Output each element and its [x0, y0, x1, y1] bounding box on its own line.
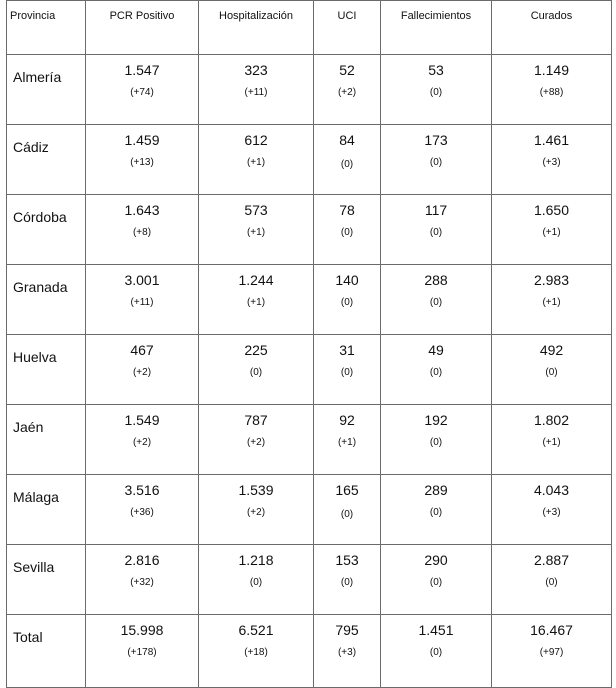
- hospitalizacion-change: (+1): [246, 227, 266, 238]
- uci-cell: [314, 405, 381, 475]
- curados-value: 492: [539, 342, 564, 358]
- provincia-cell: Sevilla: [7, 545, 86, 615]
- pcr-positivo-cell: [86, 195, 199, 265]
- hospitalizacion-value: 225: [244, 342, 268, 358]
- fallecimientos-change: (0): [429, 437, 443, 448]
- header-pcr-positivo: PCR Positivo: [86, 1, 199, 55]
- uci-change: (+2): [337, 87, 357, 98]
- table-row: [7, 545, 612, 615]
- curados-cell: [492, 125, 612, 195]
- hospitalizacion-cell: [199, 405, 314, 475]
- table-row: [7, 55, 612, 125]
- curados-value: 1.650: [533, 202, 570, 218]
- pcr-positivo-value: 3.516: [124, 482, 160, 498]
- hospitalizacion-value: 787: [244, 412, 268, 428]
- uci-cell: [314, 475, 381, 545]
- hospitalizacion-value: 323: [244, 62, 268, 78]
- curados-change: (+1): [542, 227, 561, 238]
- curados-change: (+97): [539, 647, 564, 658]
- pcr-positivo-change: (+32): [130, 577, 154, 588]
- hospitalizacion-change: (+2): [246, 437, 266, 448]
- uci-change: (+1): [337, 437, 357, 448]
- pcr-positivo-cell: [86, 265, 199, 335]
- fallecimientos-cell: [381, 265, 492, 335]
- provincia-cell: Cádiz: [7, 125, 86, 195]
- uci-value: 52: [339, 62, 355, 78]
- curados-value: 1.461: [533, 132, 570, 148]
- table-row: [7, 335, 612, 405]
- hospitalizacion-value: 573: [244, 202, 268, 218]
- covid-data-table: [6, 0, 612, 688]
- table-row: [7, 125, 612, 195]
- header-hospitalizacion: Hospitalización: [199, 1, 314, 55]
- fallecimientos-change: (0): [429, 367, 443, 378]
- curados-cell: [492, 615, 612, 688]
- fallecimientos-change: (0): [429, 577, 443, 588]
- uci-change: (0): [340, 367, 354, 378]
- pcr-positivo-value: 1.547: [124, 62, 160, 78]
- hospitalizacion-value: 1.244: [238, 272, 274, 288]
- pcr-positivo-change: (+8): [132, 227, 152, 238]
- hospitalizacion-value: 612: [244, 132, 268, 148]
- hospitalizacion-cell: [199, 55, 314, 125]
- hospitalizacion-cell: [199, 545, 314, 615]
- fallecimientos-cell: [381, 475, 492, 545]
- curados-cell: [492, 335, 612, 405]
- uci-change: (0): [340, 297, 354, 308]
- curados-cell: [492, 405, 612, 475]
- pcr-positivo-value: 467: [130, 342, 154, 358]
- fallecimientos-value: 288: [424, 272, 448, 288]
- header-fallecimientos: Fallecimientos: [381, 1, 492, 55]
- pcr-positivo-change: (+13): [130, 157, 154, 168]
- provincia-cell: Jaén: [7, 405, 86, 475]
- curados-value: 1.802: [533, 412, 570, 428]
- curados-cell: [492, 55, 612, 125]
- curados-change: (+88): [539, 87, 564, 98]
- pcr-positivo-change: (+74): [130, 87, 154, 98]
- hospitalizacion-cell: [199, 265, 314, 335]
- pcr-positivo-cell: [86, 475, 199, 545]
- hospitalizacion-change: (0): [249, 577, 263, 588]
- fallecimientos-cell: [381, 545, 492, 615]
- pcr-positivo-cell: [86, 55, 199, 125]
- curados-change: (+3): [542, 507, 561, 518]
- pcr-positivo-value: 1.643: [124, 202, 160, 218]
- provincia-cell: Granada: [7, 265, 86, 335]
- fallecimientos-cell: [381, 125, 492, 195]
- fallecimientos-cell: [381, 55, 492, 125]
- pcr-positivo-value: 3.001: [124, 272, 160, 288]
- uci-value: 153: [335, 552, 359, 568]
- provincia-cell: Huelva: [7, 335, 86, 405]
- curados-change: (0): [545, 577, 558, 588]
- uci-cell: [314, 335, 381, 405]
- curados-cell: [492, 195, 612, 265]
- curados-value: 16.467: [530, 622, 573, 638]
- curados-value: 2.983: [533, 272, 570, 288]
- uci-value: 165: [335, 482, 359, 498]
- table-row: [7, 405, 612, 475]
- curados-cell: [492, 545, 612, 615]
- fallecimientos-change: (0): [429, 507, 443, 518]
- hospitalizacion-change: (+1): [246, 297, 266, 308]
- provincia-cell: Almería: [7, 55, 86, 125]
- header-curados: Curados: [492, 1, 612, 55]
- hospitalizacion-change: (+18): [244, 647, 268, 658]
- fallecimientos-value: 289: [424, 482, 448, 498]
- table-row: [7, 475, 612, 545]
- uci-cell: [314, 615, 381, 688]
- pcr-positivo-value: 1.459: [124, 132, 160, 148]
- curados-value: 2.887: [533, 552, 570, 568]
- pcr-positivo-value: 1.549: [124, 412, 160, 428]
- header-row: [7, 1, 612, 55]
- uci-change: (0): [340, 577, 354, 588]
- uci-value: 140: [335, 272, 359, 288]
- uci-cell: [314, 545, 381, 615]
- pcr-positivo-cell: [86, 125, 199, 195]
- fallecimientos-change: (0): [429, 87, 443, 98]
- hospitalizacion-value: 6.521: [238, 622, 274, 638]
- pcr-positivo-value: 15.998: [120, 622, 164, 638]
- provincia-cell: Córdoba: [7, 195, 86, 265]
- hospitalizacion-change: (+2): [246, 507, 266, 518]
- uci-change: (0): [340, 159, 354, 170]
- hospitalizacion-change: (+1): [246, 157, 266, 168]
- provincia-cell: Málaga: [7, 475, 86, 545]
- header-uci: UCI: [314, 1, 381, 55]
- uci-value: 92: [339, 412, 355, 428]
- table-row: [7, 265, 612, 335]
- uci-value: 84: [339, 132, 355, 148]
- pcr-positivo-change: (+178): [127, 647, 157, 658]
- provincia-cell: Total: [7, 615, 86, 688]
- pcr-positivo-change: (+2): [132, 437, 152, 448]
- fallecimientos-value: 192: [424, 412, 448, 428]
- hospitalizacion-cell: [199, 335, 314, 405]
- fallecimientos-value: 290: [424, 552, 448, 568]
- hospitalizacion-cell: [199, 475, 314, 545]
- curados-change: (+3): [542, 157, 561, 168]
- pcr-positivo-cell: [86, 335, 199, 405]
- fallecimientos-cell: [381, 405, 492, 475]
- fallecimientos-cell: [381, 335, 492, 405]
- pcr-positivo-change: (+36): [130, 507, 154, 518]
- fallecimientos-change: (0): [429, 297, 443, 308]
- header-provincia: Provincia: [7, 1, 86, 55]
- fallecimientos-value: 117: [424, 202, 448, 218]
- fallecimientos-change: (0): [429, 227, 443, 238]
- uci-value: 78: [339, 202, 355, 218]
- pcr-positivo-change: (+2): [132, 367, 152, 378]
- pcr-positivo-change: (+11): [130, 297, 154, 308]
- curados-change: (0): [545, 367, 558, 378]
- pcr-positivo-cell: [86, 405, 199, 475]
- curados-cell: [492, 475, 612, 545]
- curados-value: 4.043: [533, 482, 570, 498]
- fallecimientos-change: (0): [429, 647, 443, 658]
- uci-cell: [314, 195, 381, 265]
- uci-value: 31: [339, 342, 355, 358]
- hospitalizacion-change: (+11): [244, 87, 268, 98]
- fallecimientos-value: 1.451: [418, 622, 454, 638]
- uci-cell: [314, 55, 381, 125]
- uci-value: 795: [335, 622, 359, 638]
- hospitalizacion-value: 1.539: [238, 482, 274, 498]
- uci-cell: [314, 265, 381, 335]
- hospitalizacion-cell: [199, 615, 314, 688]
- curados-cell: [492, 265, 612, 335]
- curados-value: 1.149: [533, 62, 570, 78]
- uci-change: (0): [340, 227, 354, 238]
- uci-change: (0): [340, 509, 354, 520]
- hospitalizacion-value: 1.218: [238, 552, 274, 568]
- hospitalizacion-cell: [199, 125, 314, 195]
- fallecimientos-value: 173: [424, 132, 448, 148]
- hospitalizacion-change: (0): [249, 367, 263, 378]
- table-row: [7, 195, 612, 265]
- table-row: [7, 615, 612, 688]
- table-body: [7, 55, 612, 688]
- curados-change: (+1): [542, 297, 561, 308]
- uci-change: (+3): [337, 647, 357, 658]
- fallecimientos-cell: [381, 615, 492, 688]
- pcr-positivo-cell: [86, 545, 199, 615]
- fallecimientos-value: 49: [428, 342, 444, 358]
- hospitalizacion-cell: [199, 195, 314, 265]
- uci-cell: [314, 125, 381, 195]
- fallecimientos-value: 53: [428, 62, 444, 78]
- pcr-positivo-cell: [86, 615, 199, 688]
- pcr-positivo-value: 2.816: [124, 552, 160, 568]
- fallecimientos-change: (0): [429, 157, 443, 168]
- fallecimientos-cell: [381, 195, 492, 265]
- curados-change: (+1): [542, 437, 561, 448]
